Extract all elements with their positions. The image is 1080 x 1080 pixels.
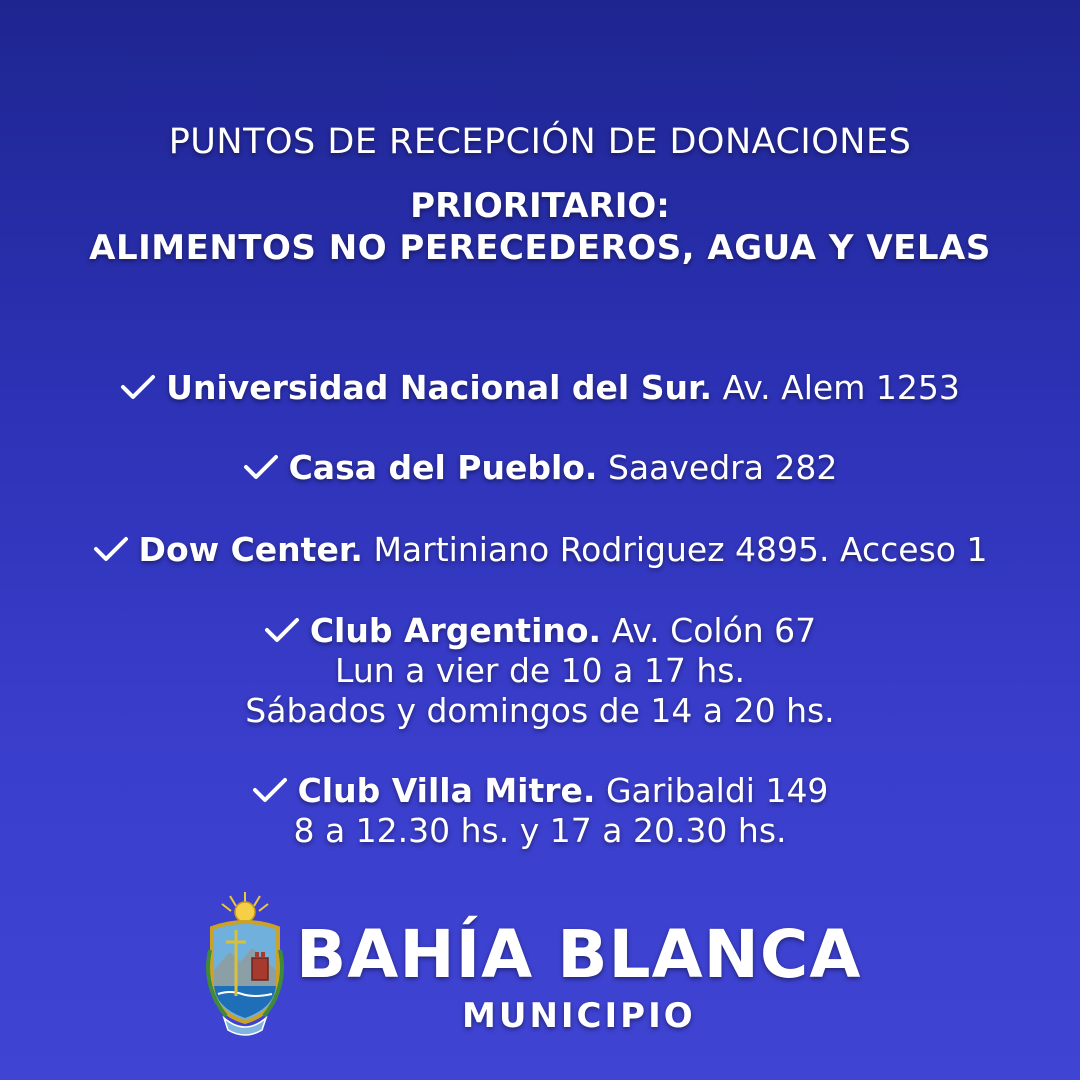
point-address: Martiniano Rodriguez 4895. Acceso 1: [373, 530, 988, 569]
checkmark-icon: [120, 373, 156, 401]
checkmark-icon: [252, 776, 288, 804]
point-address: Saavedra 282: [607, 448, 838, 487]
list-item: [0, 368, 1080, 408]
brand-name: BAHÍA BLANCA: [296, 916, 862, 993]
checkmark-icon: [264, 616, 300, 644]
point-address: Av. Colón 67: [611, 611, 817, 650]
point-name: Club Argentino.: [309, 611, 602, 650]
list-item: [0, 448, 1080, 488]
municipio-logo: [200, 890, 900, 1040]
point-name: Dow Center.: [138, 530, 363, 569]
checkmark-icon: [93, 535, 129, 563]
point-name: Club Villa Mitre.: [297, 771, 596, 810]
checkmark-icon: [243, 453, 279, 481]
priority-label: PRIORITARIO:: [410, 186, 670, 226]
point-schedule: Sábados y domingos de 14 a 20 hs.: [245, 691, 835, 730]
brand-subtitle: MUNICIPIO: [462, 996, 696, 1036]
point-schedule: 8 a 12.30 hs. y 17 a 20.30 hs.: [293, 811, 787, 850]
header-title: PUNTOS DE RECEPCIÓN DE DONACIONES: [168, 122, 912, 162]
list-item: [0, 771, 1080, 851]
list-item: [0, 611, 1080, 731]
point-name: Casa del Pueblo.: [288, 448, 598, 487]
point-address: Garibaldi 149: [605, 771, 829, 810]
priority-items: ALIMENTOS NO PERECEDEROS, AGUA Y VELAS: [89, 228, 991, 268]
list-item: [0, 530, 1080, 570]
point-address: Av. Alem 1253: [722, 368, 960, 407]
point-schedule: Lun a vier de 10 a 17 hs.: [335, 651, 745, 690]
coat-of-arms-icon: [200, 890, 290, 1040]
point-name: Universidad Nacional del Sur.: [166, 368, 713, 407]
